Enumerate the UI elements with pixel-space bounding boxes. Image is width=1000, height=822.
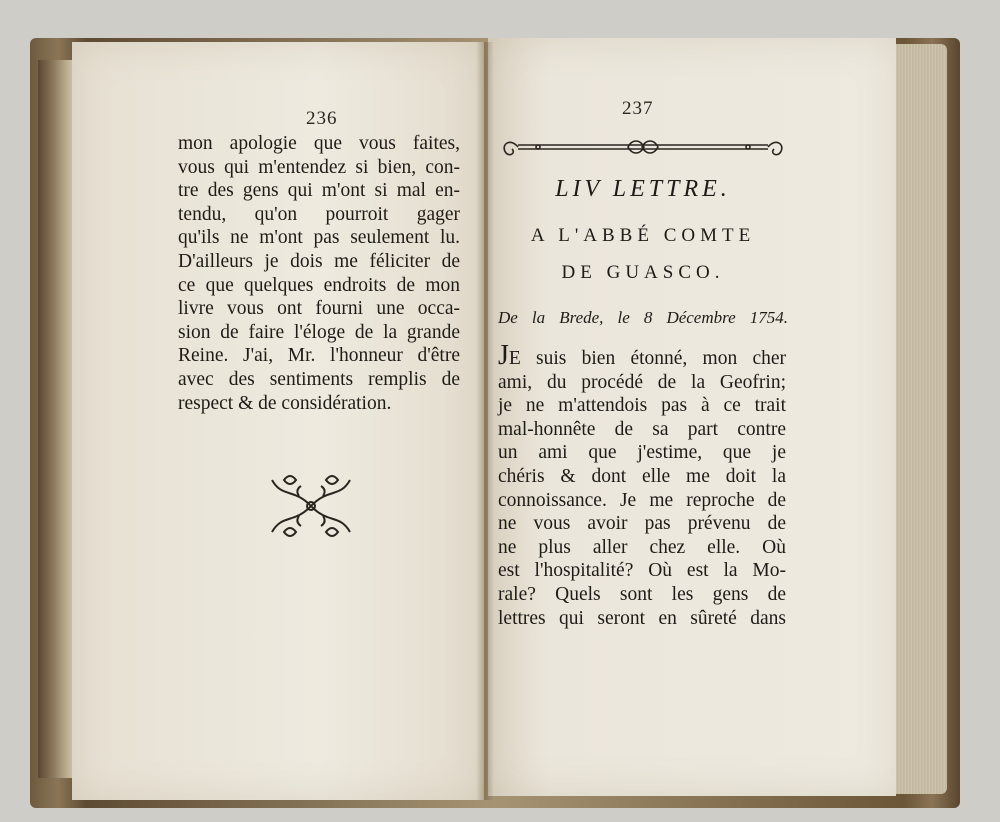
first-text-line [498, 340, 786, 371]
first-line-rest: E suis bien étonné, mon cher [508, 348, 786, 369]
text-line: tre des gens qui m'ont si mal en- [178, 180, 460, 202]
text-line: rale? Quels sont les gens de [498, 583, 786, 605]
text-line: chéris & dont elle me doit la [498, 465, 786, 487]
text-line: Reine. J'ai, Mr. l'honneur d'être [178, 345, 460, 367]
left-page-text [178, 132, 460, 415]
letter-heading: LIV LETTRE. [555, 176, 731, 202]
text-line: respect & de considération. [178, 392, 392, 414]
addressee-line-1: A L'ABBÉ COMTE [530, 225, 756, 246]
text-line: lettres qui seront en sûreté dans [498, 607, 786, 629]
decorative-rule-icon [498, 134, 788, 160]
text-line: D'ailleurs je dois me féliciter de [178, 250, 460, 272]
text-line: livre vous ont fourni une occa- [178, 298, 460, 320]
text-line: tendu, qu'on pourroit gager [178, 203, 460, 225]
text-line: ne plus aller chez elle. Où [498, 536, 786, 558]
text-line: mon apologie que vous faites, [178, 133, 460, 154]
right-page-text [498, 340, 786, 630]
left-page-number: 236 [306, 108, 338, 129]
book-gutter [476, 42, 494, 800]
dateline: De la Brede, le 8 Décembre 1754. [498, 308, 788, 327]
text-line: vous qui m'entendez si bien, con- [178, 156, 460, 178]
text-line: ce que quelques endroits de mon [178, 274, 460, 296]
right-page-number: 237 [622, 98, 654, 119]
text-line: je ne m'attendois pas à ce trait [498, 395, 786, 417]
text-line: qu'ils ne m'ont pas seulement lu. [178, 227, 460, 249]
text-line: mal-honnête de sa part contre [498, 418, 786, 440]
floral-ornament-icon [264, 468, 358, 544]
text-line: ami, du procédé de la Geofrin; [498, 371, 786, 393]
drop-letter: J [498, 340, 509, 371]
text-line: un ami que j'estime, que je [498, 442, 786, 464]
text-line: connoissance. Je me reproche de [498, 489, 786, 511]
text-line: avec des sentiments remplis de [178, 368, 460, 390]
text-line: ne vous avoir pas prévenu de [498, 513, 786, 535]
text-line: est l'hospitalité? Où est la Mo- [498, 560, 786, 582]
text-line: sion de faire l'éloge de la grande [178, 321, 460, 343]
addressee-line-2: DE GUASCO. [561, 262, 725, 283]
